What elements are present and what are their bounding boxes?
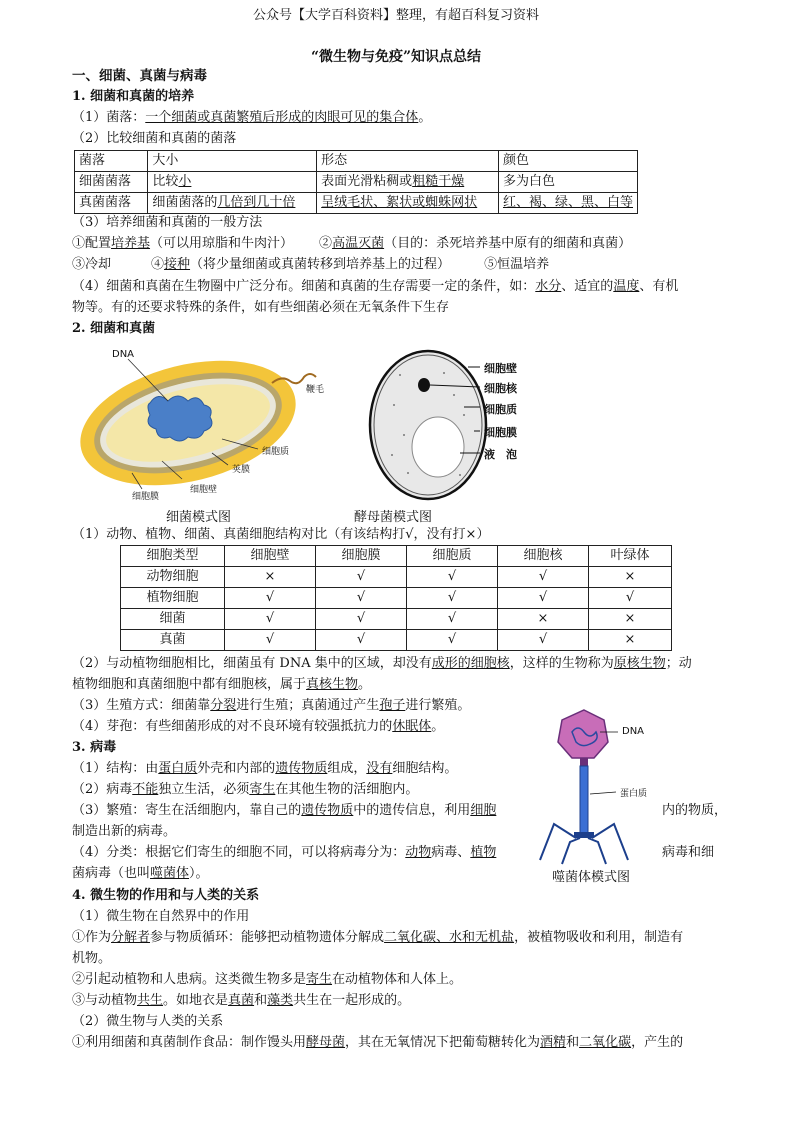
bacteria-dna-shape [148, 396, 212, 441]
subheading-culture: 1. 细菌和真菌的培养 [72, 89, 195, 104]
decomposer-line1: ①作为分解者参与物质循环：能够把动植物遗体分解成二氧化碳、水和无机盐，被植物吸收和利用，制造有 [72, 930, 684, 945]
phage-head-shape [558, 710, 608, 758]
table-header-row: 菌落 大小 形态 颜色 [75, 151, 638, 172]
section-heading: 一、细菌、真菌与病毒 [72, 68, 207, 84]
spore-line: （4）芽孢：有些细菌形成的对不良环境有较强抵抗力的休眠体。 [72, 719, 445, 734]
yeast-label-nucleus: 细胞核 [484, 382, 517, 395]
nature-role-heading: （1）微生物在自然界中的作用 [72, 909, 250, 924]
virus-classification-line2: 菌病毒（也叫噬菌体）。 [72, 866, 209, 881]
food-production-line: ①利用细菌和真菌制作食品：制作馒头用酵母菌，其在无氧情况下把葡萄糖转化为酒精和二氧化碳，产生的 [72, 1035, 684, 1050]
distribution-line2: 物等。有的还要求特殊的条件，如有些细菌必须在无氧条件下生存 [72, 300, 450, 315]
table-row: 真菌 √ √ √ √ × [121, 630, 672, 651]
virus-classification-line1-end: 病毒和细 [662, 845, 715, 860]
phage-label-dna: DNA [622, 726, 645, 737]
virus-reproduction-line1: （3）繁殖：寄生在活细胞内，靠自己的遗传物质中的遗传信息，利用细胞 [72, 803, 497, 818]
table-header-row: 细胞类型 细胞壁 细胞膜 细胞质 细胞核 叶绿体 [121, 546, 672, 567]
culture-steps-line2: ③冷却 ④接种（将少量细菌或真菌转移到培养基上的过程） ⑤恒温培养 [72, 257, 550, 272]
bacteria-caption: 细菌模式图 [166, 510, 232, 525]
culture-steps-line1: ①配置培养基（可以用琼脂和牛肉汁） ②高温灭菌（目的：杀死培养基中原有的细菌和真菌） [72, 236, 632, 251]
yeast-label-wall: 细胞壁 [484, 362, 517, 375]
virus-reproduction-line1-end: 内的物质， [662, 803, 728, 818]
reproduction-line: （3）生殖方式：细菌靠分裂进行生殖；真菌通过产生孢子进行繁殖。 [72, 698, 471, 713]
bacteria-label-flagellum: 鞭毛 [306, 385, 325, 395]
virus-parasite-line: （2）病毒不能独立生活，必须寄生在其他生物的活细胞内。 [72, 782, 419, 797]
symbiosis-line: ③与动植物共生。如地衣是真菌和藻类共生在一起形成的。 [72, 993, 411, 1008]
bacteria-label-capsule: 荚膜 [232, 465, 251, 475]
structure-compare-heading: （1）动物、植物、细菌、真菌细胞结构对比（有该结构打√，没有打×） [72, 527, 490, 542]
subheading-virus: 3. 病毒 [72, 740, 117, 755]
yeast-nucleus-shape [418, 378, 430, 392]
yeast-diagram [364, 345, 550, 503]
bacteria-label-dna: DNA [112, 349, 135, 360]
bacteria-label-membrane: 细胞膜 [132, 492, 160, 502]
culture-methods-heading: （3）培养细菌和真菌的一般方法 [72, 215, 263, 230]
subheading-microbe-roles: 4. 微生物的作用和与人类的关系 [72, 888, 260, 903]
virus-structure-line: （1）结构：由蛋白质外壳和内部的遗传物质组成，没有细胞结构。 [72, 761, 458, 776]
virus-reproduction-line2: 制造出新的病毒。 [72, 824, 177, 839]
yeast-caption: 酵母菌模式图 [354, 510, 433, 525]
prokaryote-line2: 植物细胞和真菌细胞中都有细胞核，属于真核生物。 [72, 677, 372, 692]
colony-table [74, 150, 638, 214]
yeast-label-cytoplasm: 细胞质 [484, 403, 517, 416]
bacteria-diagram [72, 343, 334, 501]
page-header: 公众号【大学百科资料】整理，有超百科复习资料 [252, 8, 539, 23]
phage-label-protein: 蛋白质 [620, 789, 648, 799]
decomposer-line2: 机物。 [72, 951, 112, 966]
table-row: 动物细胞 × √ √ √ × [121, 567, 672, 588]
table-row: 细菌 √ √ √ × × [121, 609, 672, 630]
yeast-label-membrane: 细胞膜 [484, 426, 517, 439]
disease-line: ②引起动植物和人患病。这类微生物多是寄生在动植物体和人体上。 [72, 972, 463, 987]
yeast-vacuole-shape [412, 417, 464, 477]
human-relation-heading: （2）微生物与人类的关系 [72, 1014, 224, 1029]
virus-classification-line1: （4）分类：根据它们寄生的细胞不同，可以将病毒分为：动物病毒、植物 [72, 845, 497, 860]
yeast-label-vacuole: 液 泡 [484, 448, 517, 461]
table-row: 细菌菌落 比较小 表面光滑粘稠或粗糙干燥 多为白色 [75, 172, 638, 193]
cell-structure-table [120, 545, 672, 651]
prokaryote-line1: （2）与动植物细胞相比，细菌虽有 DNA 集中的区域，却没有成形的细胞核，这样的生物称为原核生物；动 [72, 656, 692, 671]
distribution-line1: （4）细菌和真菌在生物圈中广泛分布。细菌和真菌的生存需要一定的条件，如：水分、适宜的温度、有机 [72, 279, 679, 294]
table-row: 真菌菌落 细菌菌落的几倍到几十倍 呈绒毛状、絮状或蜘蛛网状 红、褐、绿、黑、白等 [75, 193, 638, 214]
phage-caption: 噬菌体模式图 [552, 870, 631, 885]
bacteria-label-cytoplasm: 细胞质 [262, 447, 290, 457]
table-row: 植物细胞 √ √ √ √ √ [121, 588, 672, 609]
colony-compare-heading: （2）比较细菌和真菌的菌落 [72, 131, 237, 146]
phage-tail-shape [580, 766, 588, 834]
subheading-bacteria-fungi: 2. 细菌和真菌 [72, 321, 156, 336]
bacteria-label-wall: 细胞壁 [190, 485, 218, 495]
colony-definition: （1）菌落：一个细菌或真菌繁殖后形成的肉眼可见的集合体。 [72, 110, 432, 125]
page-title: “微生物与免疫”知识点总结 [310, 49, 482, 65]
